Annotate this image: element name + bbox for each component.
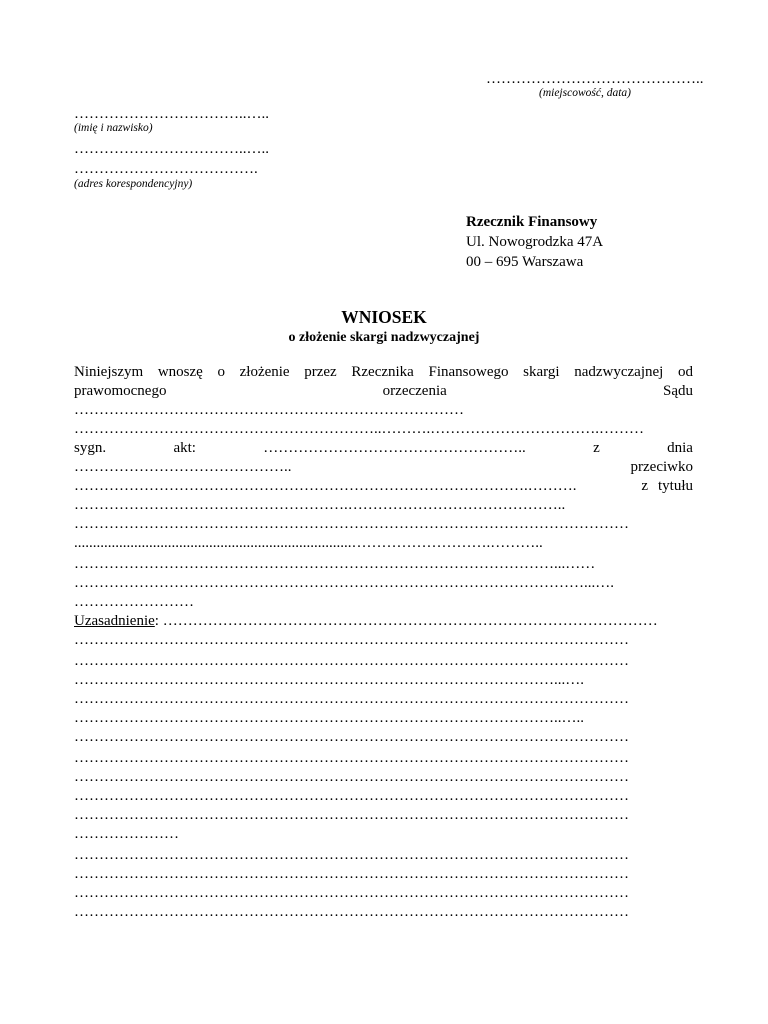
body-line-1 [74,363,693,382]
justification-dots-line: ………………………………………………………………………………………………… [74,904,629,920]
party-dots: ……………………………………………………………………………….………. [74,478,577,494]
justification-dots-line: ………………………………………………………………………………………………… [74,885,629,901]
word: sygn. [74,440,107,456]
justification-dots-line: ………………………………………………………………………………………………… [74,769,629,785]
party-title-line [74,477,693,496]
word: z [593,440,600,456]
justification-dots-line: ………………………………………………………………………………………………… [74,788,629,804]
date-dots: …………………………………….. [74,459,292,475]
word: wnoszę [157,364,203,380]
word: Niniejszym [74,364,144,380]
justification-dots-line: ……………………………………………………………………………………...…. [74,672,584,688]
name-dots: ……………………………..….. [74,106,269,122]
justification-dots-line: ………………………………………………………………………………………………… [74,866,629,882]
justification-colon: : [154,613,159,629]
word: o [217,364,225,380]
justification-dots-line: ……………………………………………………………………………………..….. [74,710,584,726]
court-name-dots: …………………………………………………………………… [74,402,464,418]
word: Rzecznika [351,364,414,380]
address-label: (adres korespondencyjny) [74,178,193,190]
justification-dots-line: ………………………………………………………………………………………………… [74,750,629,766]
justification-label: Uzasadnienie [74,613,155,629]
word: złożenie [239,364,290,380]
word: od [677,364,693,380]
recipient-street: Ul. Nowogrodzka 47A [466,234,604,250]
justification-dots-line: ………………………………………………………………………………………………… [74,691,629,707]
subject-dots-4: ……………………………………………………………………………………...…… [74,556,596,572]
place-date-dots: …………………………………….. [486,71,704,87]
address-dots-1: ……………………………..….. [74,141,269,157]
word: akt: [173,440,196,456]
document-subtitle: o złożenie skargi nadzwyczajnej [288,330,480,345]
justification-dots-line: ………………………………………………………………………………………………… [74,729,629,745]
justification-dots: ……………………………………………………………………………………… [162,613,658,629]
word: przez [304,364,337,380]
title-words [641,477,693,496]
word: z [641,478,648,494]
justification-line [74,612,693,631]
body-line-2 [74,382,693,401]
subject-dots-5: …………………………………………………………………………………………...…. [74,575,614,591]
recipient-city: 00 – 695 Warszawa [466,254,584,270]
case-number-dots: …………………………………………….. [263,440,526,456]
document-title: WNIOSEK [341,307,427,327]
justification-dots-line: ………………………………………………………………………………………………… [74,653,629,669]
word: dnia [667,440,693,456]
case-number-line [74,439,693,458]
subject-dots-1: ……………………………………………….…………………………………….. [74,497,566,513]
word: Sądu [662,383,693,399]
word: tytułu [657,478,693,494]
court-name-dots-2: ……………………………………………………..……….…………………………….……… [74,421,644,437]
word: orzeczenia [382,383,447,399]
subject-dots-3: ..........................................................................……………………….……….. [74,535,543,551]
date-against-line [74,458,693,477]
justification-dots-line: ………………………………………………………………………………………………… [74,847,629,863]
justification-dots-line: ………………………………………………………………………………………………… [74,807,629,823]
word: przeciwko [630,459,693,475]
word: prawomocnego [74,383,167,399]
name-label: (imię i nazwisko) [74,122,153,134]
address-dots-2: ………………………………. [74,161,258,177]
word: skargi [523,364,560,380]
subject-dots-6: …………………… [74,594,194,610]
recipient-name: Rzecznik Finansowy [466,214,598,230]
justification-dots-line: ………………………………………………………………………………………………… [74,632,629,648]
justification-dots-line: ………………… [74,826,179,842]
place-date-label: (miejscowość, data) [539,87,631,99]
word: Finansowego [428,364,509,380]
subject-dots-2: ………………………………………………………………………………………………… [74,516,629,532]
word: nadzwyczajnej [574,364,664,380]
